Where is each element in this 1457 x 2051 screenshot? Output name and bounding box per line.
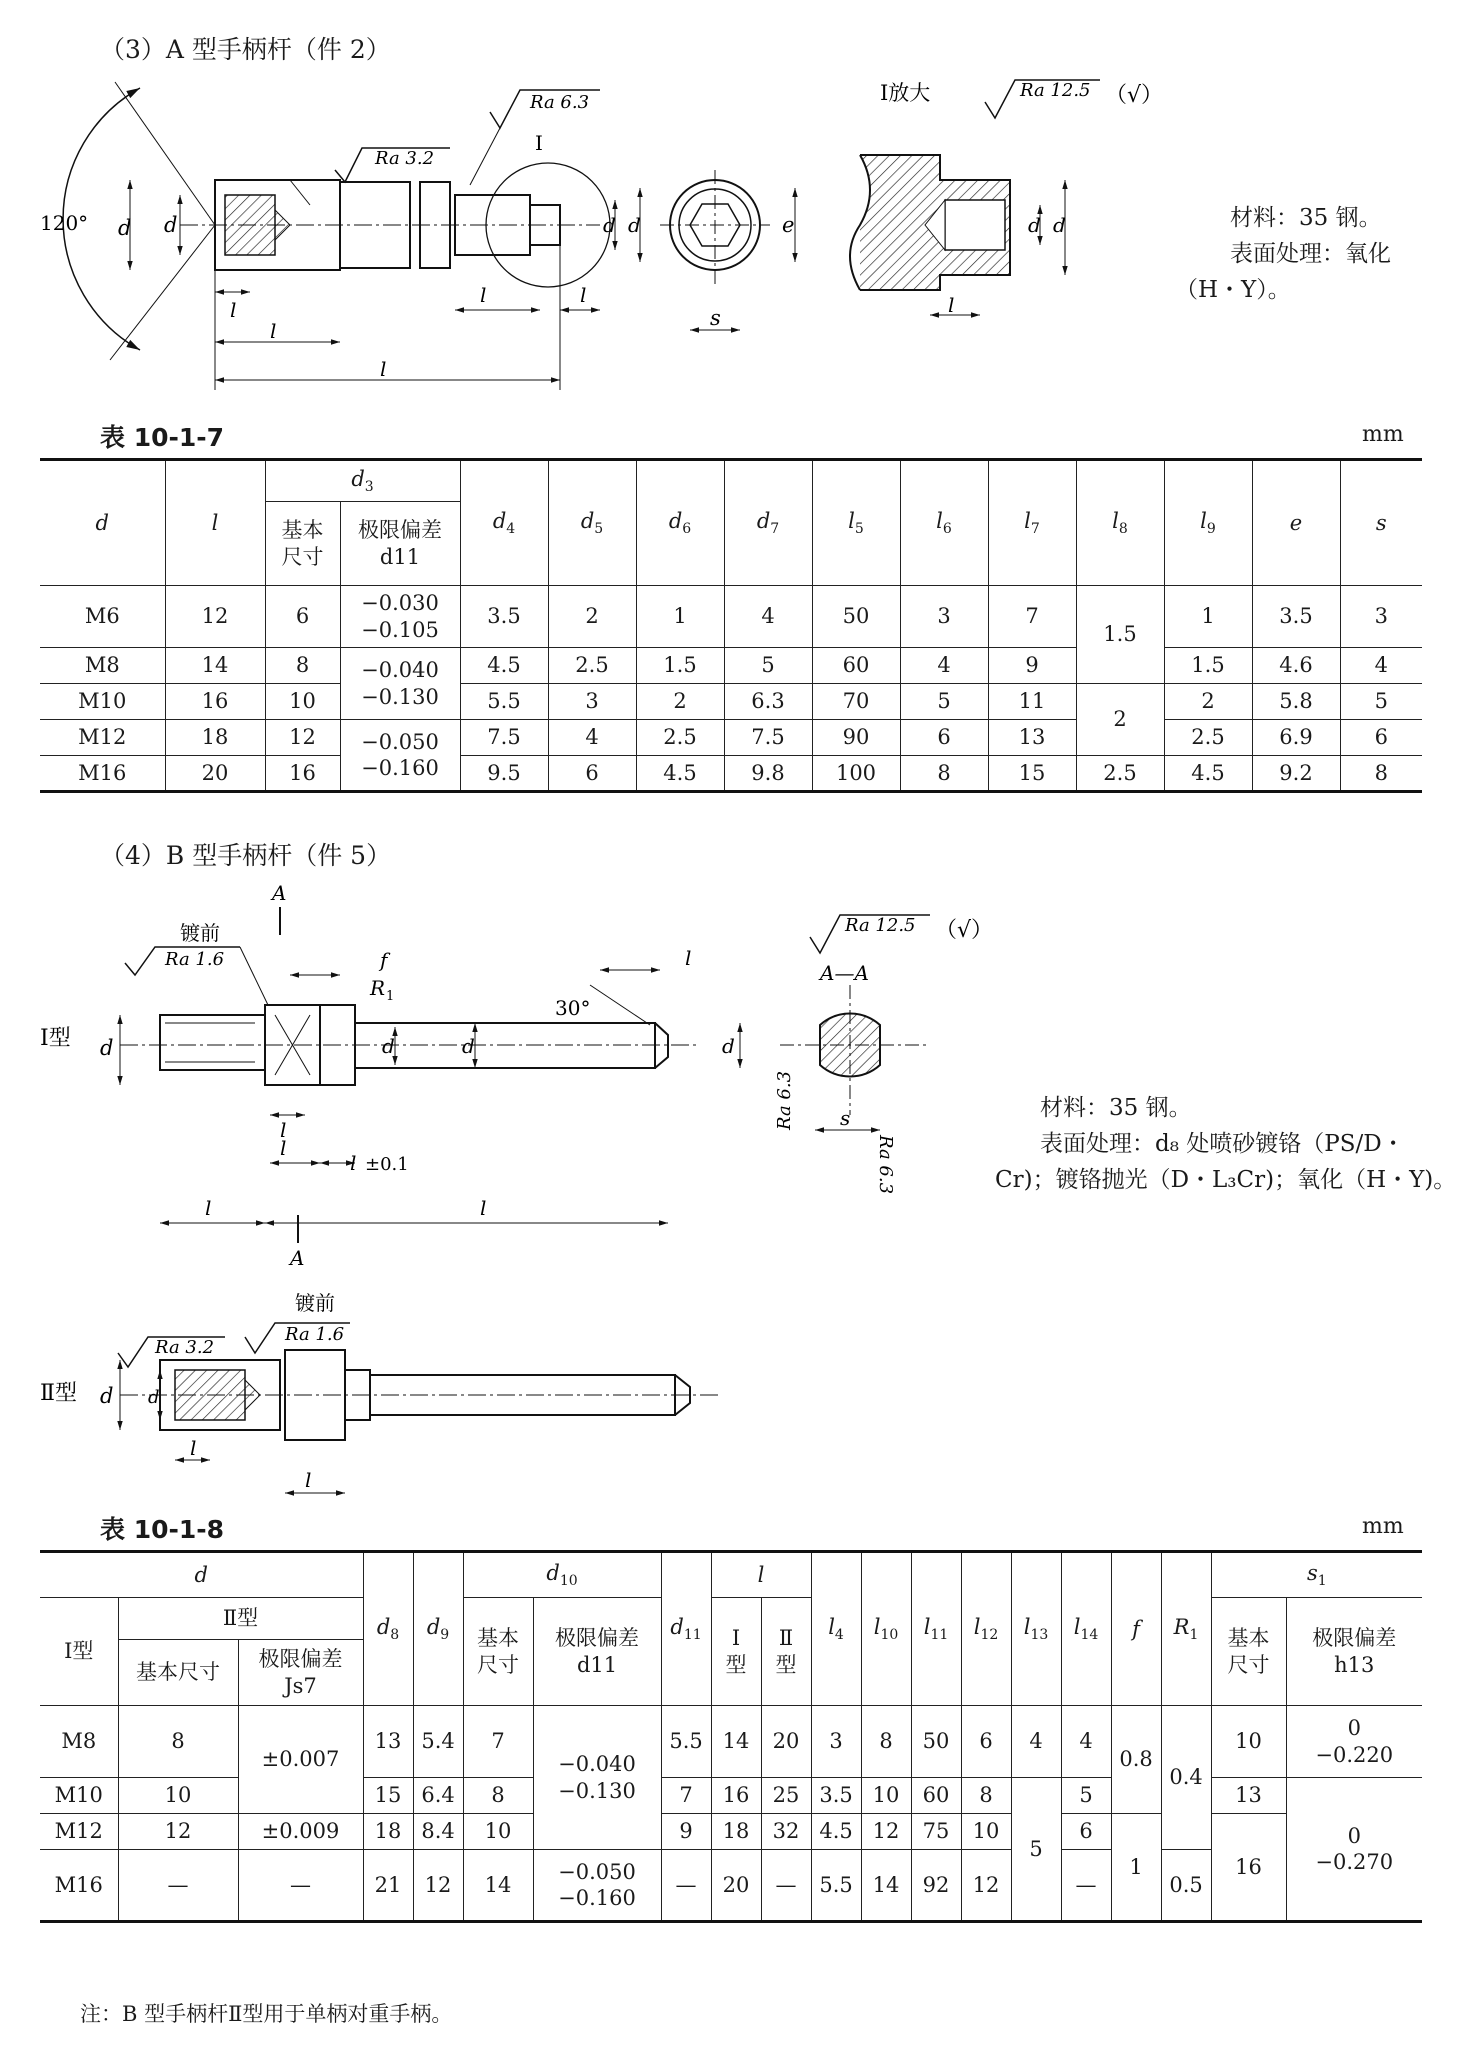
svg-text:30°: 30°	[555, 996, 591, 1020]
svg-text:d: d	[382, 1034, 395, 1058]
svg-text:1: 1	[386, 989, 395, 1004]
table8-caption: 表 10-1-8	[100, 1515, 225, 1544]
svg-text:（√）: （√）	[935, 918, 994, 943]
svg-text:Ⅰ: Ⅰ	[535, 131, 543, 155]
svg-text:Ra 1.6: Ra 1.6	[165, 949, 225, 970]
svg-text:s: s	[710, 306, 721, 330]
svg-text:Ⅱ型: Ⅱ型	[40, 1381, 77, 1406]
section4-title: （4）B 型手柄杆（件 5）	[100, 841, 392, 870]
svg-text:l: l	[305, 1468, 312, 1492]
svg-text:Ra 1.6: Ra 1.6	[285, 1324, 345, 1345]
svg-text:d: d	[462, 1034, 475, 1058]
svg-text:Ra 12.5: Ra 12.5	[1020, 80, 1091, 101]
table-row: M10 10 15 6.4 8 7 16 25 3.5 10 60 8 5 5 13 0 −0.270	[40, 1778, 1422, 1814]
angle-label: 120°	[40, 211, 89, 235]
table-row: M12 18 12 −0.050 −0.160 7.5 4 2.5 7.5 90 6 13 2.5 6.9 6	[40, 720, 1422, 756]
svg-text:A: A	[290, 1246, 305, 1270]
svg-text:d: d	[1053, 213, 1066, 237]
svg-text:d: d	[100, 1384, 114, 1408]
svg-text:R: R	[370, 976, 386, 1000]
footnote: 注：B 型手柄杆Ⅱ型用于单柄对重手柄。	[80, 2002, 453, 2026]
svg-text:l: l	[380, 357, 387, 381]
svg-text:Ra 12.5: Ra 12.5	[845, 915, 916, 936]
svg-text:l: l	[685, 946, 692, 970]
svg-text:Ra 6.3: Ra 6.3	[774, 1070, 795, 1130]
svg-text:镀前: 镀前	[295, 1291, 335, 1315]
svg-text:Ⅰ型: Ⅰ型	[40, 1026, 71, 1051]
table-row: M10 16 10 5.5 3 2 6.3 70 5 11 2 2 5.8 5	[40, 684, 1422, 720]
svg-text:l: l	[480, 1196, 487, 1220]
svg-text:l: l	[350, 1151, 357, 1175]
svg-text:d: d	[603, 213, 616, 237]
table8-unit: mm	[1362, 1514, 1404, 1539]
svg-text:A: A	[272, 881, 287, 905]
svg-text:Ra 6.3: Ra 6.3	[530, 92, 590, 113]
svg-text:Ra 6.3: Ra 6.3	[875, 1135, 896, 1195]
svg-text:d: d	[100, 1036, 114, 1060]
svg-text:l: l	[948, 293, 955, 317]
table-row: M16 20 16 9.5 6 4.5 9.8 100 8 15 2.5 4.5 9.2 8	[40, 756, 1422, 792]
svg-text:d: d	[722, 1034, 735, 1058]
svg-text:A—A: A—A	[820, 961, 869, 985]
section3-title: （3）A 型手柄杆（件 2）	[100, 35, 391, 64]
svg-text:l: l	[190, 1436, 197, 1460]
svg-text:（√）: （√）	[1105, 83, 1164, 108]
svg-text:d: d	[628, 213, 641, 237]
material-note-a: 材料：35 钢。 表面处理：氧化 （H・Y）。	[1175, 205, 1391, 303]
svg-text:l: l	[270, 319, 277, 343]
svg-text:l: l	[230, 298, 237, 322]
table-row: M8 8 ±0.007 13 5.4 7 −0.040 −0.130 5.5 14 20 3 8 50 6 4 4 0.8 0.4 10 0 −0.220	[40, 1706, 1422, 1778]
table-row: M6 12 6 −0.030 −0.105 3.5 2 1 4 50 3 7 1.5 1 3.5 3	[40, 586, 1422, 648]
table-row: M16 — — 21 12 14 −0.050 −0.160 — 20 — 5.5 14 92 12 — 0.5	[40, 1850, 1422, 1922]
table7-caption: 表 10-1-7	[100, 423, 225, 452]
svg-text:d: d	[148, 1387, 160, 1408]
svg-text:l: l	[480, 283, 487, 307]
svg-text:l: l	[580, 283, 587, 307]
svg-text:Ⅰ放大: Ⅰ放大	[880, 81, 931, 105]
svg-text:d: d	[1028, 213, 1041, 237]
table7-unit: mm	[1362, 422, 1404, 447]
material-note-b: 材料：35 钢。 表面处理：d₈ 处喷砂镀铬（PS/D・ Cr)；镀铬抛光（D・L₃Cr)；氧化（H・Y)。	[995, 1095, 1457, 1193]
table-row: M12 12 ±0.009 18 8.4 10 9 18 32 4.5 12 75 10 6 1 16	[40, 1814, 1422, 1850]
svg-text:镀前: 镀前	[180, 921, 220, 945]
svg-text:e: e	[782, 213, 795, 237]
svg-text:l: l	[280, 1118, 287, 1142]
table-10-1-8: d $d_8$ $d_9$ $d_{10}$ $d_{11}$ l $l_4$ $l_{10}$ $l_{11}$ $l_{12}$ $l_{13}$ $l_{14}$ f $R_1$ $s_1$ Ⅰ型 Ⅱ型 基本尺寸 极限偏差 d11 Ⅰ型 Ⅱ型 基本尺寸 极限偏差 h13 基本尺寸 极限偏差 Js7 M8 8 ±0.007 13 5.4 7 −0.040 −0.130 5.5 14 20 3 8 50 6 4 4 0.8 0.4 10 0 −0.220 M10 10 15 6.4 8 7 16 25 3.5 10 60 8 5 5 13 0 −0.270 M12 12 ±0.009 18 8.4 10 9 18 32 4.5 12 75 10 6 1 16 M16 — — 21 12 14 −0.050 −0.160 — 20 — 5.5 14 92 12 — 0.5	[40, 1550, 1422, 1923]
svg-text:d: d	[118, 216, 132, 240]
svg-text:s: s	[840, 1106, 851, 1130]
table-row: M8 14 8 −0.040 −0.130 4.5 2.5 1.5 5 60 4 9 1.5 4.6 4	[40, 648, 1422, 684]
svg-text:l: l	[205, 1196, 212, 1220]
svg-text:l: l	[280, 1136, 287, 1160]
svg-text:Ra 3.2: Ra 3.2	[155, 1337, 215, 1358]
svg-text:d: d	[164, 213, 178, 237]
svg-text:Ra 3.2: Ra 3.2	[375, 148, 435, 169]
svg-text:±0.1: ±0.1	[365, 1154, 409, 1175]
svg-text:f: f	[380, 948, 388, 972]
table-10-1-7: d l $d_3$ $d_4$ $d_5$ $d_6$ $d_7$ $l_5$ $l_6$ $l_7$ $l_8$ $l_9$ e s 基本尺寸 极限偏差 d11 M6 12 6 −0.030 −0.105 3.5 2 1 4 50 3 7 1.5 1 3.5 3 M8 14 8 −0.040 −0.130 4.5 2.5 1.5 5 60 4 9 1.5 4.6 4 M10 16 10 5.5 3 2 6.3 70 5 11 2 2 5.8 5 M12 18 12 −0.050 −0.160 7.5 4 2.5 7.5 90 6 13 2.5 6.9 6 M16 20 16 9.5 6 4.5 9.8 100 8 15 2.5 4.5 9.2 8	[40, 458, 1422, 793]
